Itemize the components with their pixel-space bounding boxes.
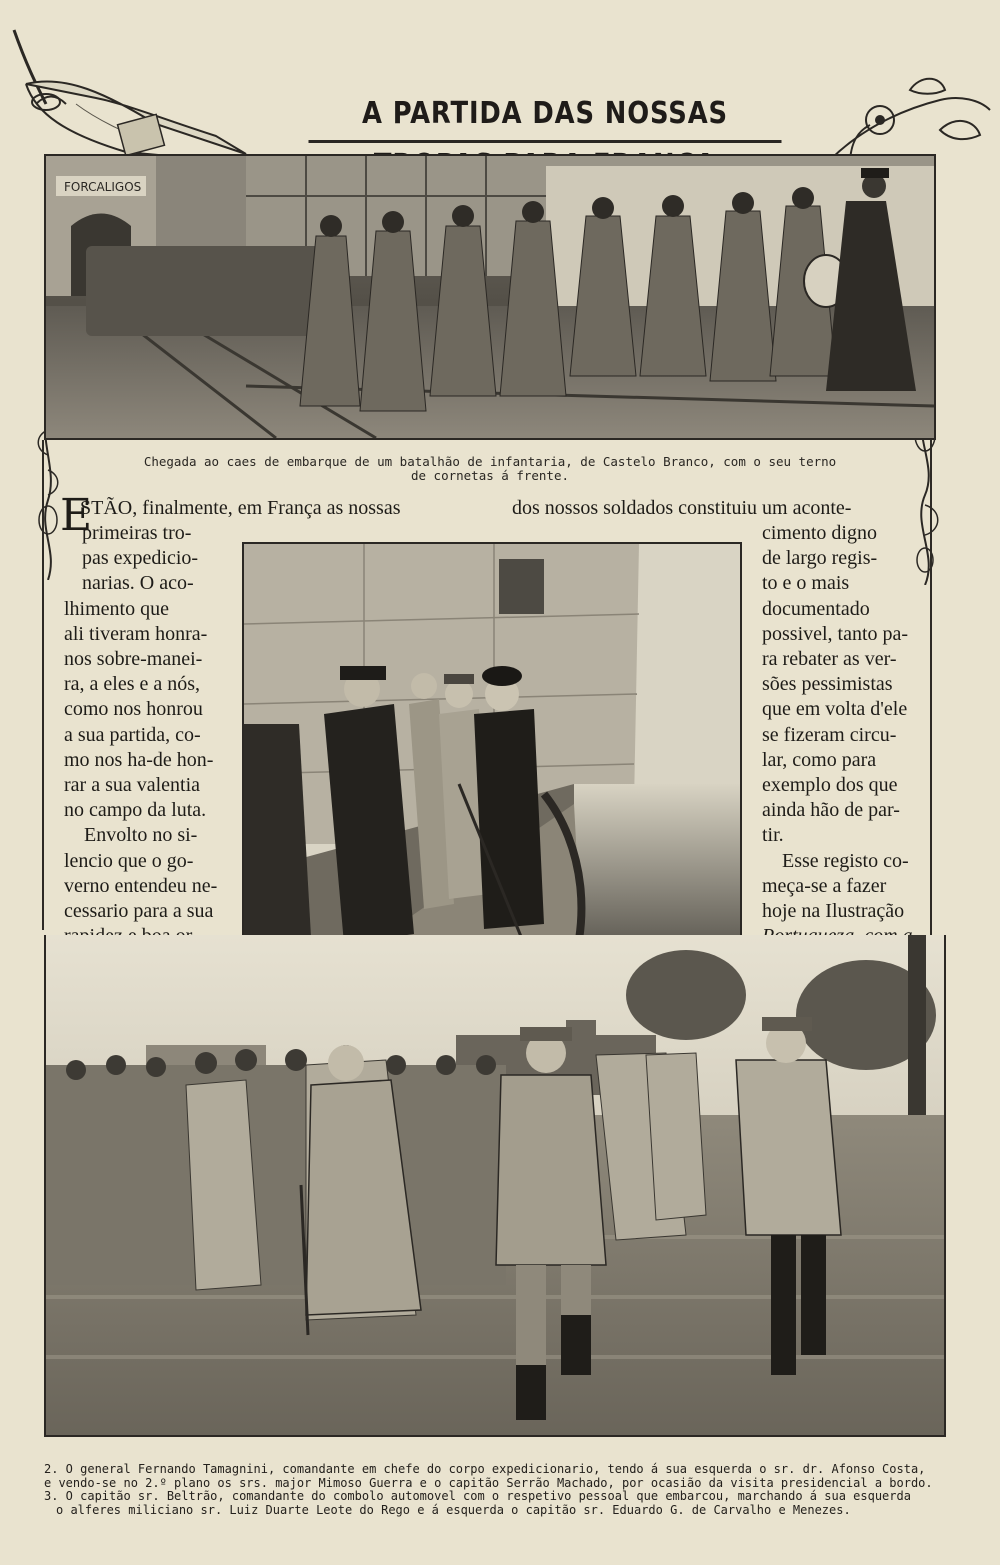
article-line-text: STÃO, finalmente, em França as nossas [80, 497, 401, 519]
article-line: se fizeram circu- [762, 723, 897, 746]
article-line: ra, a eles e a nós, [64, 673, 201, 696]
article-line: que em volta d'ele [762, 698, 908, 721]
bottom-caption-line: 2. O general Fernando Tamagnini, comandante em chefe do corpo expedicionario, tendo á sua esquerda o sr. dr. Afonso Costa, [44, 1462, 926, 1476]
article-line: cessario para a sua [64, 900, 214, 923]
article-line: a sua partida, co- [64, 723, 201, 746]
article-line: primeiras tro- [82, 522, 192, 544]
article-column-right-top [512, 496, 892, 521]
photo-officers-walking [44, 935, 946, 1437]
article-line: cimento digno [762, 522, 877, 544]
article-line: lencio que o go- [64, 849, 194, 872]
article-line: documentado [762, 597, 870, 620]
article-line: possivel, tanto pa- [762, 622, 909, 645]
photo1-caption-line: de cornetas á frente. [410, 468, 570, 483]
article-line: ainda hão de par- [762, 799, 900, 822]
article-line: como nos honrou [64, 698, 203, 721]
frame-line-left [42, 440, 44, 930]
article-line: verno entendeu ne- [64, 874, 218, 897]
article-line: ra rebater as ver- [762, 648, 897, 671]
photo-boarding-ship [242, 542, 742, 992]
article-line: meça-se a fazer [762, 874, 887, 897]
dropcap: E [60, 490, 93, 541]
bottom-caption-line: e vendo-se no 2.º plano os srs. major Mimoso Guerra e o capitão Serrão Machado, por ocasião da visita presidencial a bordo. [44, 1475, 933, 1490]
article-line: nos sobre-manei- [64, 648, 203, 671]
article-line: mo nos ha-de hon- [64, 748, 214, 771]
article-line: tir. [762, 824, 784, 847]
bottom-caption-line: o alferes miliciano sr. Luiz Duarte Leote do Rego e á esquerda o capitão sr. Eduardo G. de Carvalho e Menezes. [56, 1502, 851, 1517]
article-line: pas expedicio- [82, 547, 199, 570]
photo-troops-marching [44, 154, 936, 440]
article-line [762, 899, 922, 924]
article-line: Envolto no si- [84, 824, 198, 847]
article-column-left-narrow [64, 521, 239, 975]
article-line: to e o mais [762, 572, 850, 595]
article-line: ali tiveram honra- [64, 622, 208, 645]
article-line: exemplo dos que [762, 774, 898, 797]
article-line: no campo da luta. [64, 799, 207, 822]
article-line: sões pessimistas [762, 673, 893, 696]
page-title: A PARTIDA DAS NOSSAS [309, 88, 782, 143]
frame-line-right [930, 430, 932, 935]
article-line: dos nossos soldados constituiu um aconte- [512, 497, 852, 519]
station-sign: FORCALIGOS [64, 180, 142, 194]
article-line: de largo regis- [762, 547, 878, 570]
article-line: rar a sua valentia [64, 774, 201, 797]
article-line: narias. O aco- [82, 572, 194, 595]
article-line: lar, como para [762, 748, 877, 771]
bottom-caption-line: 3. O capitão sr. Beltrão, comandante do combolo automovel com o respetivo pessoal que embarcou, marchando á sua esquerda [44, 1489, 911, 1504]
article-line-text: hoje na Ilustração [762, 900, 905, 923]
top-left-ornament [6, 24, 276, 164]
photo1-caption-line: Chegada ao caes de embarque de um batalhão de infantaria, de Castelo Branco, com o seu terno [143, 454, 837, 469]
article-line: Esse registo co- [782, 849, 909, 872]
article-column-right [762, 521, 922, 975]
article-line: lhimento que [64, 597, 169, 620]
bottom-caption [44, 1463, 964, 1517]
photo1-caption [110, 455, 870, 483]
